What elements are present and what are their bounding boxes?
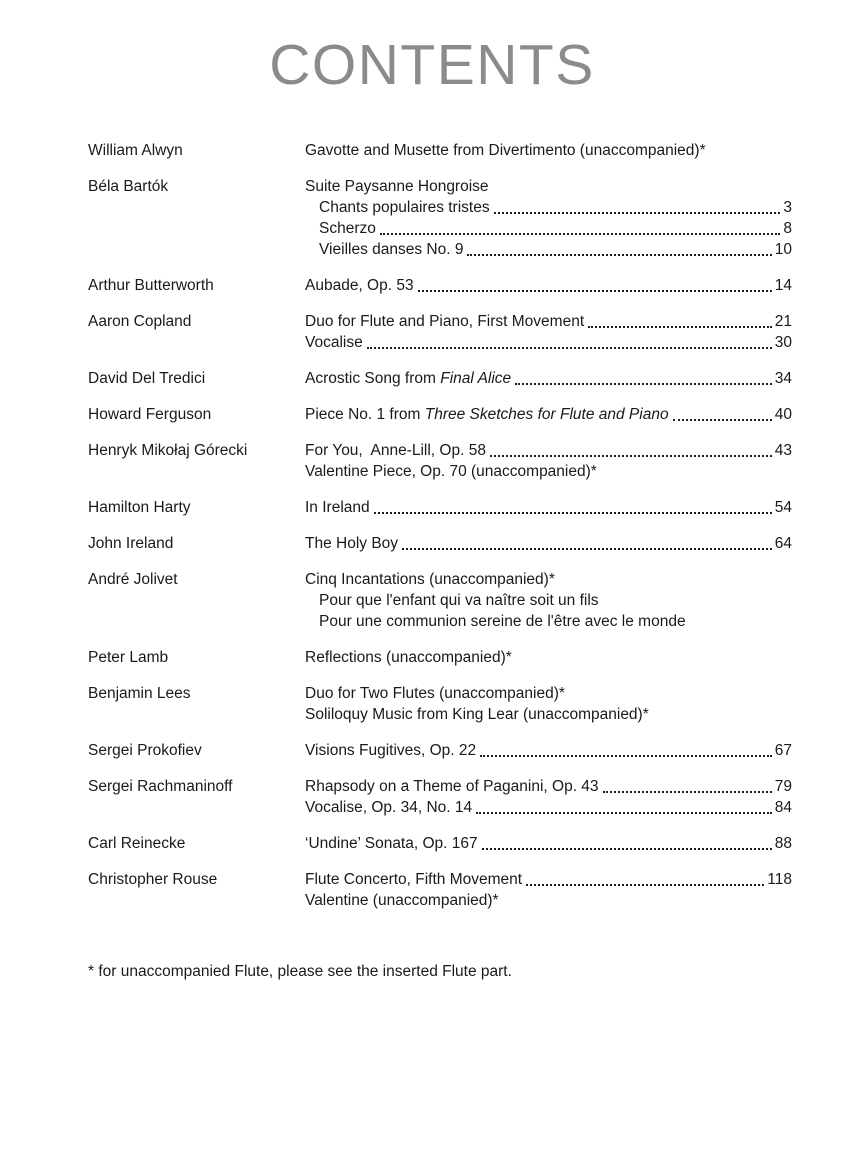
dot-leader: [494, 197, 781, 214]
toc-row: [88, 197, 792, 218]
work-title: Gavotte and Musette from Divertimento (unaccompanied)*: [305, 141, 706, 159]
work-title: Aubade, Op. 53: [305, 276, 414, 294]
work-entry: [305, 704, 792, 725]
work-title: Rhapsody on a Theme of Paganini, Op. 43: [305, 777, 599, 795]
work-title-italic: Final Alice: [440, 369, 512, 387]
page-number: 3: [783, 198, 792, 216]
work-entry: [305, 869, 792, 890]
toc-row: [88, 140, 792, 161]
work-title: Piece No. 1 from: [305, 405, 425, 423]
toc-row: [88, 890, 792, 911]
composer-name: Hamilton Harty: [88, 498, 191, 516]
page-number: 8: [783, 219, 792, 237]
work-title-italic: Three Sketches for Flute and Piano: [424, 405, 669, 423]
work-title: Soliloquy Music from King Lear (unaccompanied)*: [305, 705, 649, 723]
toc-section: [88, 311, 792, 353]
toc-section: [88, 440, 792, 482]
toc-row: [88, 833, 792, 854]
toc-row: [88, 461, 792, 482]
dot-leader: [588, 311, 772, 328]
composer-name: William Alwyn: [88, 141, 183, 159]
work-title: Duo for Two Flutes (unaccompanied)*: [305, 684, 565, 702]
toc-row: [88, 533, 792, 554]
work-title: Vocalise: [305, 333, 363, 351]
composer-name: Sergei Prokofiev: [88, 741, 202, 759]
toc-row: [88, 497, 792, 518]
composer-name: Aaron Copland: [88, 312, 192, 330]
page-number: 79: [774, 777, 792, 795]
toc-list: [88, 140, 792, 911]
toc-section: [88, 569, 792, 632]
toc-row: [88, 611, 792, 632]
toc-section: [88, 404, 792, 425]
toc-row: [88, 869, 792, 890]
composer-name: Christopher Rouse: [88, 870, 218, 888]
work-entry: [305, 368, 792, 389]
work-title: Vieilles danses No. 9: [319, 240, 464, 258]
toc-section: [88, 683, 792, 725]
dot-leader: [673, 404, 772, 421]
page-number: 64: [774, 534, 792, 552]
work-entry: [305, 275, 792, 296]
work-entry: [305, 647, 792, 668]
toc-section: [88, 275, 792, 296]
page-number: 84: [774, 798, 792, 816]
work-entry: [305, 311, 792, 332]
toc-row: [88, 740, 792, 761]
page-number: 118: [767, 870, 792, 888]
composer-name: Sergei Rachmaninoff: [88, 777, 233, 795]
work-title: For You, Anne-Lill, Op. 58: [305, 441, 486, 459]
work-title: Flute Concerto, Fifth Movement: [305, 870, 523, 888]
dot-leader: [603, 776, 772, 793]
work-entry: [305, 797, 792, 818]
composer-name: Arthur Butterworth: [88, 276, 214, 294]
toc-row: [88, 776, 792, 797]
toc-row: [88, 590, 792, 611]
dot-leader: [482, 833, 772, 850]
composer-name: Carl Reinecke: [88, 834, 186, 852]
page-number: 54: [774, 498, 792, 516]
page-number: 14: [774, 276, 792, 294]
work-entry: [305, 239, 792, 260]
work-entry: [305, 404, 792, 425]
work-entry: [305, 890, 792, 911]
toc-row: [88, 368, 792, 389]
work-entry: [305, 683, 792, 704]
work-title: In Ireland: [305, 498, 370, 516]
dot-leader: [367, 332, 772, 349]
toc-row: [88, 440, 792, 461]
page-number: 40: [774, 405, 792, 423]
work-title: Duo for Flute and Piano, First Movement: [305, 312, 585, 330]
page-number: 67: [774, 741, 792, 759]
footnote: * for unaccompanied Flute, please see the inserted Flute part.: [88, 962, 512, 980]
toc-section: [88, 368, 792, 389]
work-title: Pour que l'enfant qui va naître soit un fils: [319, 591, 599, 609]
work-entry: [305, 440, 792, 461]
dot-leader: [374, 497, 772, 514]
toc-row: [88, 218, 792, 239]
page-number: 34: [774, 369, 792, 387]
dot-leader: [490, 440, 772, 457]
composer-name: Henryk Mikołaj Górecki: [88, 441, 248, 459]
toc-section: [88, 776, 792, 818]
toc-row: [88, 239, 792, 260]
toc-row: [88, 683, 792, 704]
toc-section: [88, 497, 792, 518]
toc-section: [88, 869, 792, 911]
dot-leader: [515, 368, 772, 385]
composer-name: David Del Tredici: [88, 369, 206, 387]
work-entry: [305, 461, 792, 482]
composer-name: Peter Lamb: [88, 648, 169, 666]
toc-row: [88, 275, 792, 296]
work-entry: [305, 533, 792, 554]
toc-section: [88, 740, 792, 761]
toc-section: [88, 176, 792, 260]
work-title: Chants populaires tristes: [319, 198, 490, 216]
toc-row: [88, 311, 792, 332]
toc-row: [88, 332, 792, 353]
work-title: Valentine (unaccompanied)*: [305, 891, 499, 909]
work-entry: [305, 776, 792, 797]
composer-name: Howard Ferguson: [88, 405, 212, 423]
dot-leader: [418, 275, 772, 292]
toc-section: [88, 533, 792, 554]
toc-row: [88, 404, 792, 425]
composer-name: John Ireland: [88, 534, 174, 552]
work-title: Cinq Incantations (unaccompanied)*: [305, 570, 555, 588]
page-number: 10: [774, 240, 792, 258]
toc-row: [88, 797, 792, 818]
work-title: Acrostic Song from: [305, 369, 441, 387]
work-entry: [305, 140, 792, 161]
toc-section: [88, 833, 792, 854]
work-entry: [305, 218, 792, 239]
work-entry: [305, 332, 792, 353]
work-title: Vocalise, Op. 34, No. 14: [305, 798, 473, 816]
dot-leader: [480, 740, 772, 757]
composer-name: Béla Bartók: [88, 177, 169, 195]
work-title: Valentine Piece, Op. 70 (unaccompanied)*: [305, 462, 597, 480]
toc-section: [88, 140, 792, 161]
composer-name: Benjamin Lees: [88, 684, 191, 702]
work-title: Suite Paysanne Hongroise: [305, 177, 489, 195]
toc-row: [88, 704, 792, 725]
toc-section: [88, 647, 792, 668]
dot-leader: [380, 218, 781, 235]
work-entry: [305, 833, 792, 854]
work-entry: [305, 590, 792, 611]
page-number: 21: [774, 312, 792, 330]
work-title: Visions Fugitives, Op. 22: [305, 741, 477, 759]
work-title: Pour une communion sereine de l'être avec le monde: [319, 612, 686, 630]
work-entry: [305, 497, 792, 518]
page-number: 88: [774, 834, 792, 852]
work-title: The Holy Boy: [305, 534, 399, 552]
page-title: CONTENTS: [269, 33, 595, 97]
dot-leader: [526, 869, 764, 886]
work-title: ‘Undine’ Sonata, Op. 167: [305, 834, 478, 852]
work-entry: [305, 740, 792, 761]
work-entry: [305, 176, 792, 197]
dot-leader: [402, 533, 772, 550]
page-number: 30: [774, 333, 792, 351]
dot-leader: [476, 797, 772, 814]
dot-leader: [467, 239, 771, 256]
work-entry: [305, 611, 792, 632]
page-number: 43: [774, 441, 792, 459]
work-title: Reflections (unaccompanied)*: [305, 648, 512, 666]
toc-row: [88, 647, 792, 668]
work-entry: [305, 569, 792, 590]
work-title: Scherzo: [319, 219, 376, 237]
work-entry: [305, 197, 792, 218]
toc-row: [88, 569, 792, 590]
toc-row: [88, 176, 792, 197]
composer-name: André Jolivet: [88, 570, 178, 588]
